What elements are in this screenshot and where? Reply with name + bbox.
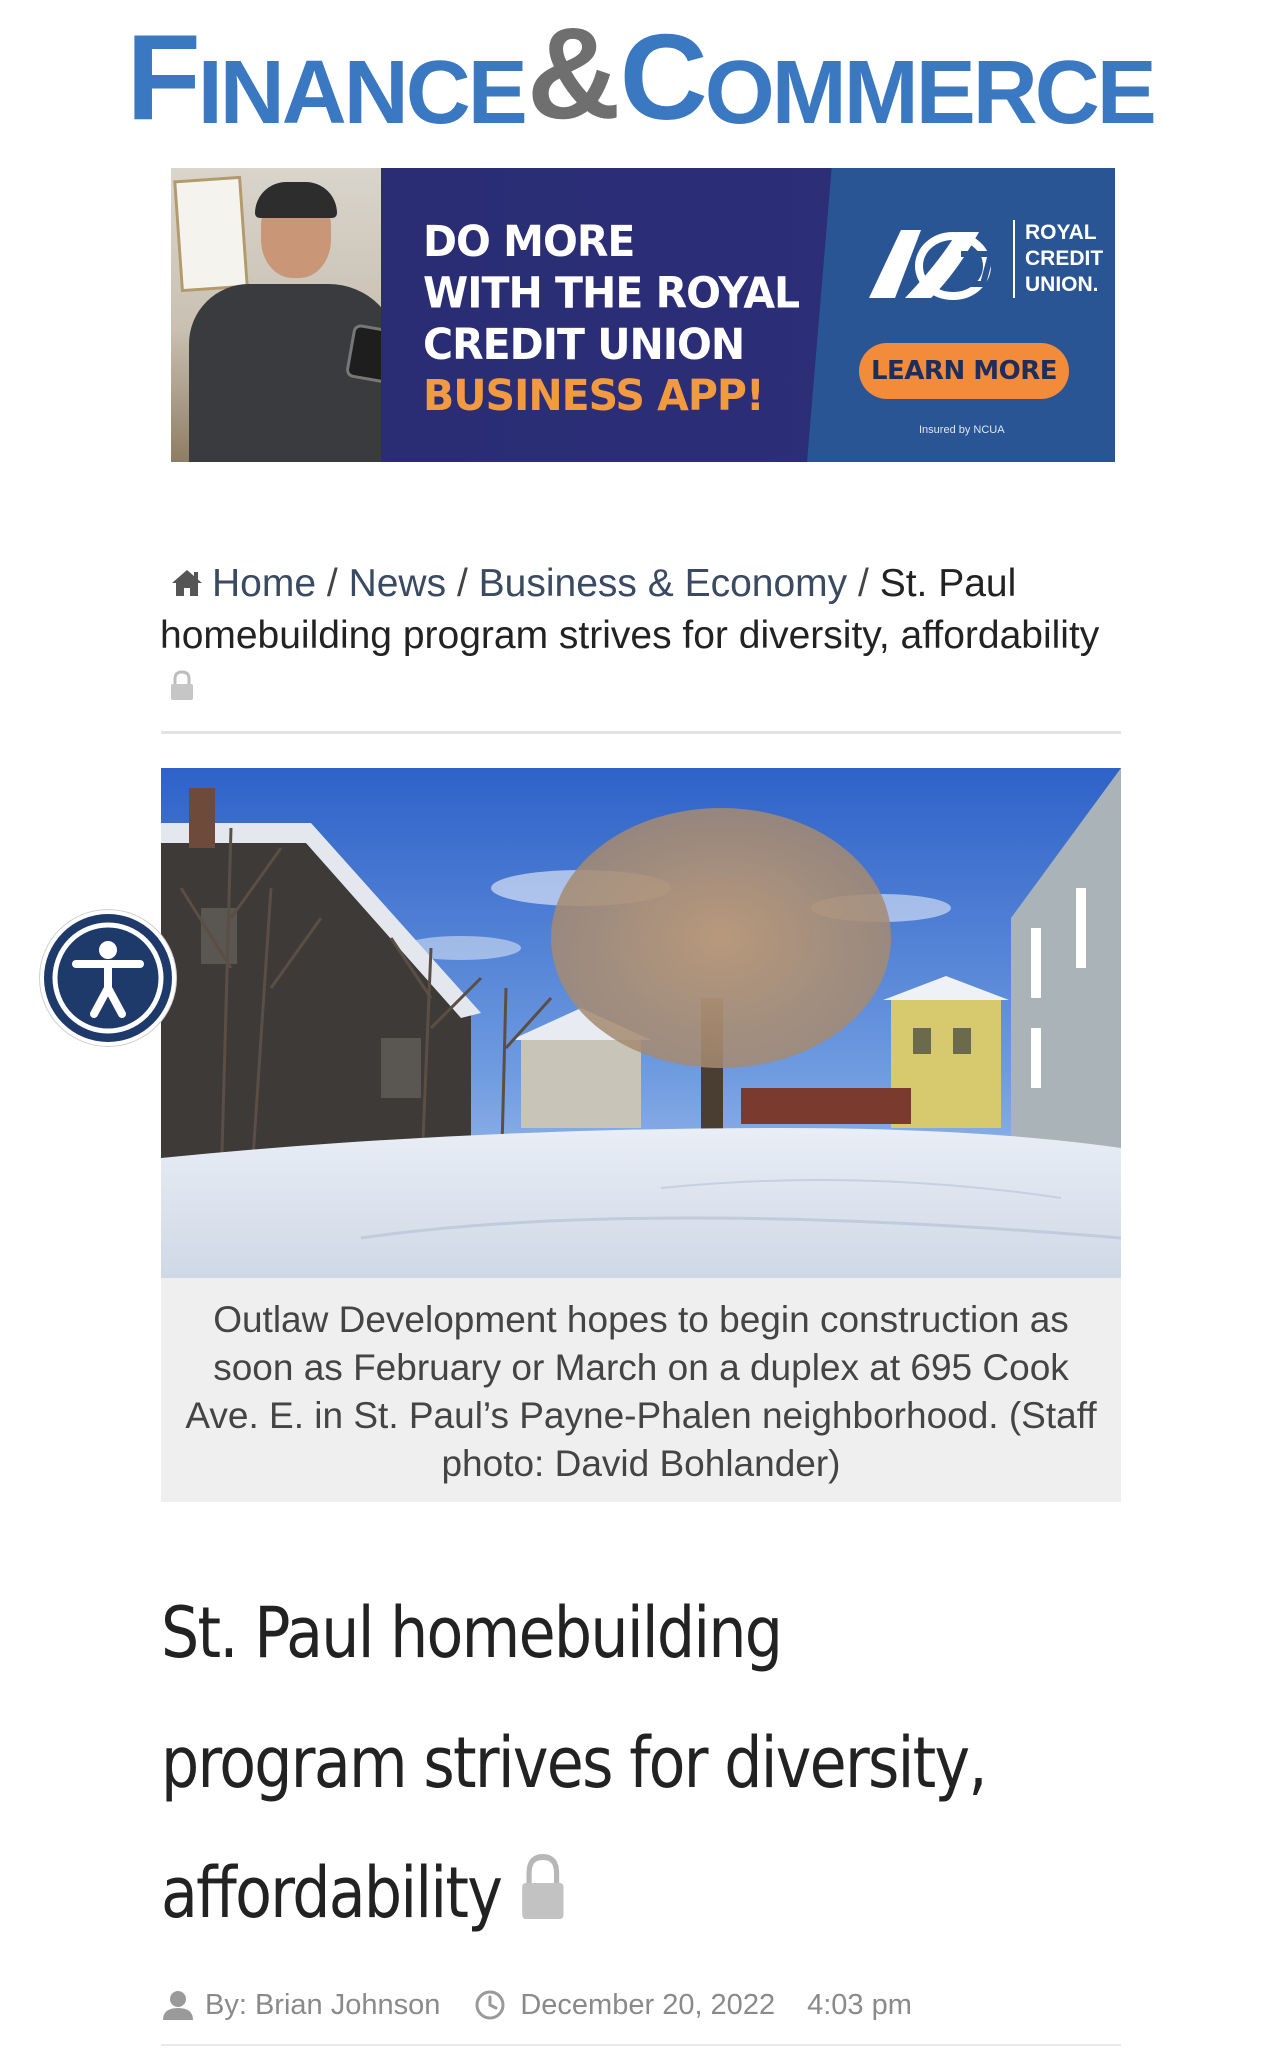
lock-icon <box>168 670 196 702</box>
article-time: 4:03 pm <box>807 1988 912 2021</box>
breadcrumb-current: St. Paul homebuilding program strives for diversity, affordability <box>160 562 1100 657</box>
rcu-brand-line3: UNION. <box>1025 273 1099 296</box>
ad-insured-text: Insured by NCUA <box>919 424 1005 436</box>
learn-more-button[interactable]: LEARN MORE <box>859 343 1069 399</box>
breadcrumb-separator: / <box>456 562 468 605</box>
ad-banner[interactable] <box>171 168 1115 462</box>
breadcrumb-separator: / <box>858 562 869 605</box>
breadcrumb-home-link[interactable]: Home <box>212 562 317 605</box>
home-icon <box>170 568 204 598</box>
breadcrumb-category-link[interactable]: Business & Economy <box>478 562 848 605</box>
ad-photo <box>171 168 381 462</box>
breadcrumb-divider <box>161 731 1121 734</box>
ad-person-cap <box>255 182 337 218</box>
ad-headline-line2: WITH THE ROYAL <box>423 267 800 318</box>
ad-brand-panel <box>807 168 1115 462</box>
clock-icon <box>474 1989 506 2021</box>
logo-word-commerce: OMMERCE <box>704 43 1154 143</box>
breadcrumb-news-link[interactable]: News <box>348 562 447 605</box>
logo-ampersand: & <box>526 0 618 146</box>
article-title <box>161 1568 1004 1958</box>
meta-divider <box>161 2044 1121 2046</box>
article-title-text: St. Paul homebuilding program strives for diversity, affordability <box>161 1592 986 1934</box>
ad-headline <box>423 216 813 422</box>
rcu-brand-name <box>1013 220 1115 298</box>
rcu-logo-icon <box>861 220 1011 306</box>
logo-word-finance: INANCE <box>197 43 525 143</box>
rcu-logo-mark <box>861 220 1001 300</box>
article-author[interactable]: By: Brian Johnson <box>205 1988 441 2021</box>
ad-whiteboard <box>173 176 249 292</box>
logo-letter-f: F <box>126 9 198 145</box>
accessibility-button[interactable] <box>40 910 176 1046</box>
ad-headline-line3: CREDIT UNION <box>423 318 745 370</box>
hero-photo <box>161 768 1121 1278</box>
ad-headline-line1: DO MORE <box>423 216 635 267</box>
lock-icon <box>517 1853 569 1921</box>
accessibility-icon <box>40 910 176 1046</box>
breadcrumb <box>160 558 1120 714</box>
user-icon <box>161 1989 195 2021</box>
breadcrumb-separator: / <box>326 562 338 605</box>
ad-headline-line4: BUSINESS APP! <box>423 370 764 421</box>
hero-caption: Outlaw Development hopes to begin construction as soon as February or March on a duplex at 695 Cook Ave. E. in St. Paul’s Payne-Phalen neighborhood. (Staff photo: David Bohlander) <box>161 1278 1121 1502</box>
rcu-brand-line2: CREDIT <box>1025 247 1104 270</box>
hero-image[interactable] <box>161 768 1121 1278</box>
site-logo[interactable] <box>126 0 1154 146</box>
rcu-brand-line1: ROYAL <box>1025 221 1097 244</box>
article-meta <box>161 1982 1121 2028</box>
article-date: December 20, 2022 <box>520 1988 776 2021</box>
logo-letter-c: C <box>619 9 705 145</box>
